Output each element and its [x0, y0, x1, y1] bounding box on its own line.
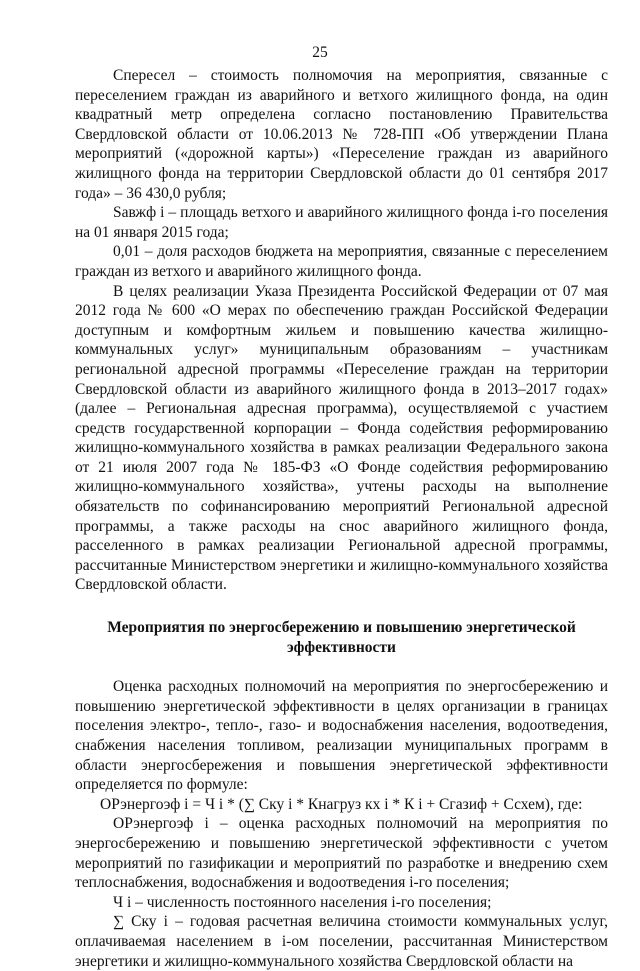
definition-or-energy: ОРэнергоэф i – оценка расходных полномочий на мероприятия по энергосбережению и повышению энергетической эффективности с учетом мероприятий по газификации и мероприятий по разработке и внедрению схем теплоснабжения, водоснабжения и водоотведения i-го поселения; [75, 815, 608, 892]
definition-population: Ч i – численность постоянного населения i-го поселения; [113, 893, 492, 911]
page-number: 25 [312, 44, 328, 61]
formula: ОРэнергоэф i = Ч i * (∑ Cку i * Кнагруз кх i * К i + Сгазиф + Ссхем), где: [100, 795, 583, 813]
document-body [75, 66, 608, 971]
paragraph-housing-area: Sавжф i – площадь ветхого и аварийного жилищного фонда i-го поселения на 01 января 2015 года; [75, 204, 608, 241]
paragraph-resettlement-cost: Спересел – стоимость полномочия на мероприятия, связанные с переселением граждан из аварийного и ветхого жилищного фонда, на один квадратный метр определена согласно постановлению Правительства Свердловской области от 10.06.2013 № 728-ПП «Об утверждении Плана мероприятий («дорожной карты») «Переселение граждан из аварийного жилищного фонда на территории Свердловской области до 01 сентября 2017 года» – 36 430,0 рубля; [75, 67, 608, 202]
paragraph-energy-intro: Оценка расходных полномочий на мероприятия по энергосбережению и повышению энергетической эффективности в целях организации в границах поселения электро-, тепло-, газо- и водоснабжения населения, водоотведения, снабжения населения топливом, реализации муниципальных программ в области энергосбережения и повышения энергетической эффективности определяется по формуле: [75, 678, 608, 794]
paragraph-budget-share: 0,01 – доля расходов бюджета на мероприятия, связанные с переселением граждан из ветхого и аварийного жилищного фонда. [75, 243, 608, 280]
definition-utility-cost: ∑ Cку i – годовая расчетная величина стоимости коммунальных услуг, оплачиваемая населением в i-ом поселении, рассчитанная Министерством энергетики и жилищно-коммунального хозяйства Свердловской области на [75, 913, 608, 970]
section-heading: Мероприятия по энергосбережению и повышению энергетической эффективности [107, 619, 576, 656]
paragraph-presidential-decree: В целях реализации Указа Президента Российской Федерации от 07 мая 2012 года № 600 «О мерах по обеспечению граждан Российской Федерации доступным и комфортным жильем и повышению качества жилищно-коммунальных услуг» муниципальным образованиям – участникам региональной адресной программы «Переселение граждан на территории Свердловской области из аварийного жилищного фонда в 2013–2017 годах» (далее – Региональная адресная программа), осуществляемой с участием средств государственной корпорации – Фонда содействия реформированию жилищно-коммунального хозяйства в рамках реализации Федерального закона от 21 июля 2007 года № 185-ФЗ «О Фонде содействия реформированию жилищно-коммунального хозяйства», учтены расходы на выполнение обязательств по софинансированию мероприятий Региональной адресной программы, а также расходы на снос аварийного жилищного фонда, расселенного в рамках реализации Региональной адресной программы, рассчитанные Министерством энергетики и жилищно-коммунального хозяйства Свердловской области. [75, 282, 608, 594]
